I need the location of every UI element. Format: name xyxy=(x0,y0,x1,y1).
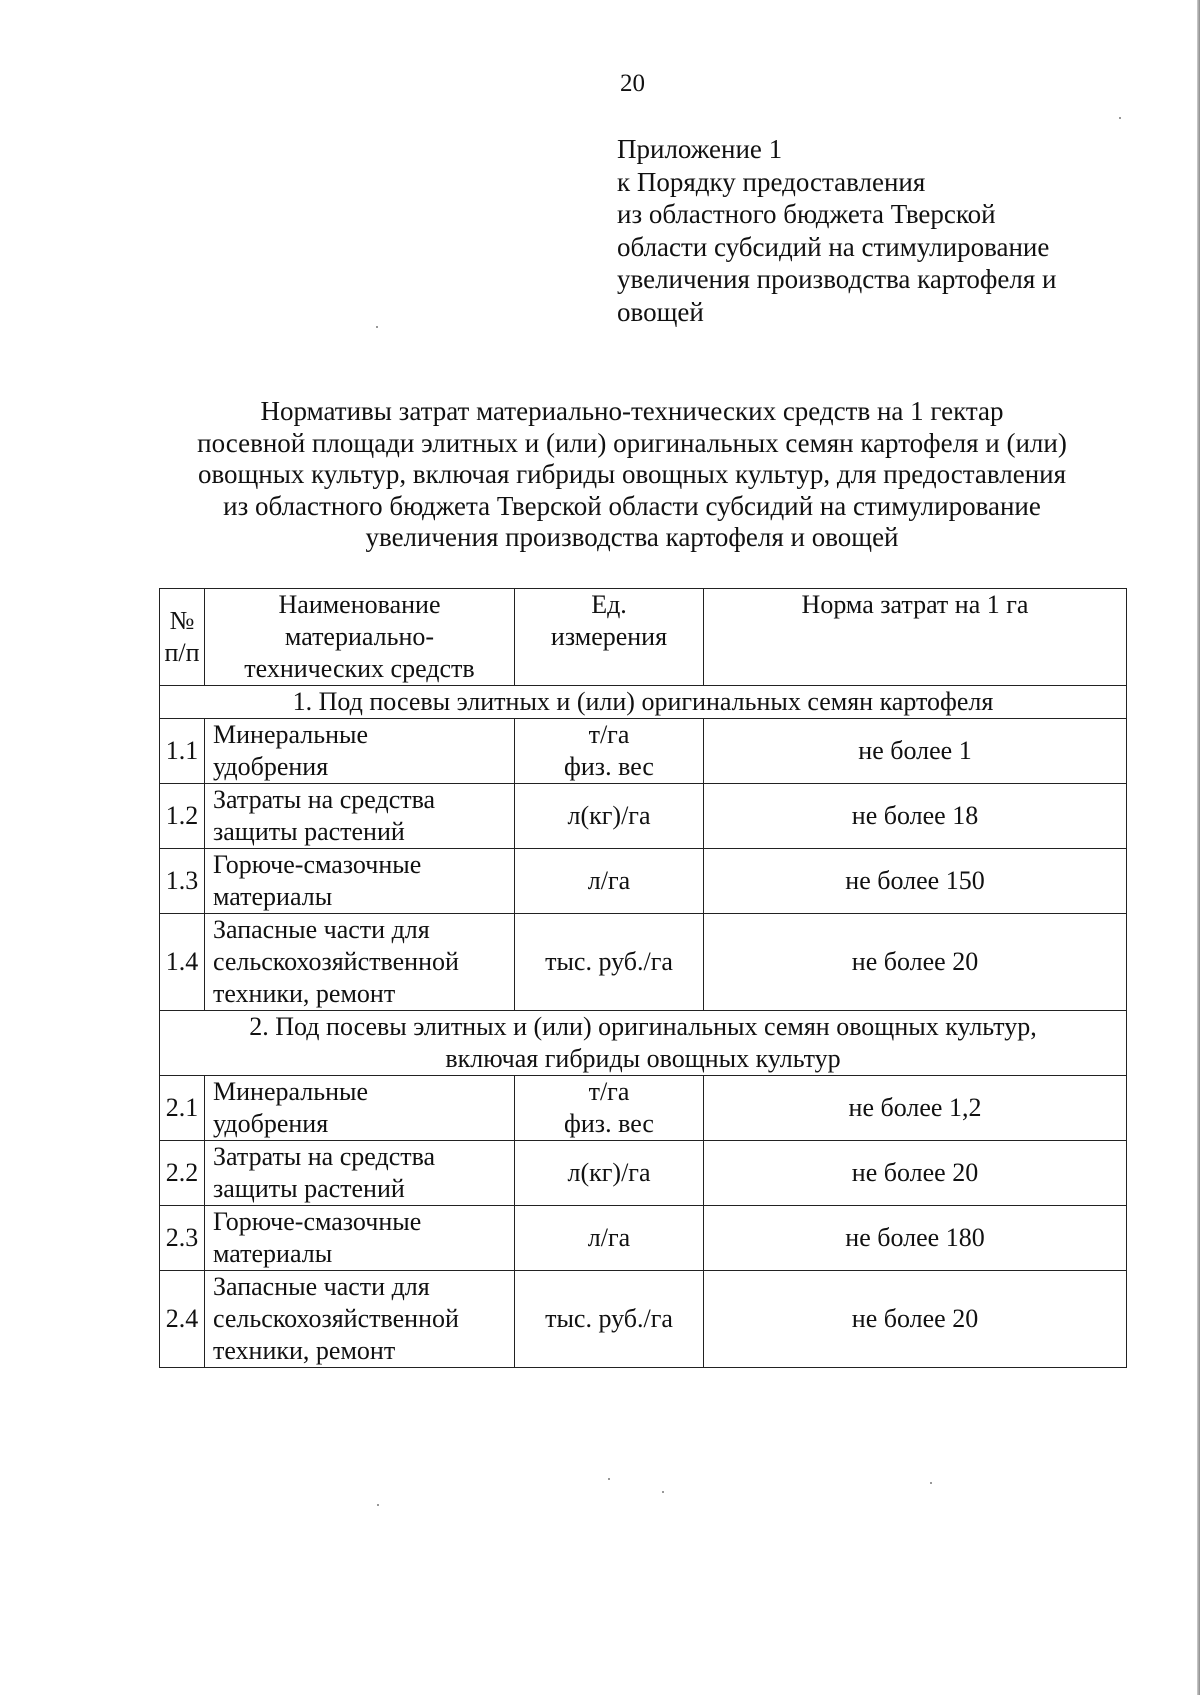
row-name-line: удобрения xyxy=(213,1109,329,1138)
row-name-line: техники, ремонт xyxy=(213,1336,396,1365)
appendix-line: области субсидий на стимулирование xyxy=(617,231,1050,262)
table-header-row xyxy=(160,589,1127,686)
row-name xyxy=(205,1271,515,1368)
row-unit xyxy=(515,784,704,849)
row-num: 1.3 xyxy=(160,849,205,914)
row-name-line: техники, ремонт xyxy=(213,979,396,1008)
row-unit-line: физ. вес xyxy=(564,1109,654,1138)
row-unit xyxy=(515,914,704,1011)
row-num: 2.1 xyxy=(160,1076,205,1141)
page-number: 20 xyxy=(620,70,645,97)
scan-speck xyxy=(608,1478,610,1480)
row-unit-line: физ. вес xyxy=(564,752,654,781)
row-name-line: материалы xyxy=(213,1239,333,1268)
header-name-line: материально- xyxy=(284,622,435,651)
row-num: 2.4 xyxy=(160,1271,205,1368)
row-unit-line: л/га xyxy=(587,1223,631,1252)
appendix-block xyxy=(617,133,1056,328)
header-unit-line: Ед. xyxy=(591,590,627,619)
appendix-line: увеличения производства картофеля и xyxy=(617,264,1057,294)
appendix-line: Приложение 1 xyxy=(617,134,783,164)
row-name xyxy=(205,914,515,1011)
row-num: 1.2 xyxy=(160,784,205,849)
table-row xyxy=(160,849,1127,914)
row-name-line: Запасные части для xyxy=(213,1272,430,1301)
scan-speck xyxy=(1119,117,1121,119)
appendix-line: к Порядку предоставления xyxy=(617,166,926,197)
row-unit xyxy=(515,1271,704,1368)
row-norm: не более 20 xyxy=(704,914,1127,1011)
row-name-line: Минеральные xyxy=(213,720,369,749)
row-name xyxy=(205,719,515,784)
row-num: 2.3 xyxy=(160,1206,205,1271)
table-row xyxy=(160,719,1127,784)
table-row xyxy=(160,914,1127,1011)
scan-speck xyxy=(930,1482,932,1484)
row-name xyxy=(205,1141,515,1206)
row-name-line: Минеральные xyxy=(213,1077,369,1106)
appendix-line: овощей xyxy=(617,296,704,327)
table-row xyxy=(160,1141,1127,1206)
row-name-line: удобрения xyxy=(213,752,329,781)
header-num-line: п/п xyxy=(164,638,200,667)
section-title-line: 1. Под посевы элитных и (или) оригинальных семян картофеля xyxy=(292,687,994,716)
row-unit-line: л/га xyxy=(587,866,631,895)
header-num-line: № xyxy=(169,606,195,635)
row-num: 1.4 xyxy=(160,914,205,1011)
row-num: 1.1 xyxy=(160,719,205,784)
row-norm: не более 150 xyxy=(704,849,1127,914)
row-name-line: сельскохозяйственной xyxy=(213,1304,459,1333)
row-norm: не более 20 xyxy=(704,1141,1127,1206)
title-line: овощных культур, включая гибриды овощных культур, для предоставления xyxy=(197,459,1067,489)
document-title xyxy=(148,396,1116,554)
row-name-line: защиты растений xyxy=(213,1174,405,1203)
row-unit-line: л(кг)/га xyxy=(567,801,651,830)
row-name-line: защиты растений xyxy=(213,817,405,846)
header-name-line: Наименование xyxy=(278,590,441,619)
row-num: 2.2 xyxy=(160,1141,205,1206)
row-unit xyxy=(515,1206,704,1271)
row-unit-line: т/га xyxy=(588,1077,630,1106)
row-name-line: Затраты на средства xyxy=(213,1142,436,1171)
row-norm: не более 180 xyxy=(704,1206,1127,1271)
header-unit-cell xyxy=(515,589,704,686)
section-row xyxy=(160,686,1127,719)
row-name xyxy=(205,849,515,914)
row-unit-line: тыс. руб./га xyxy=(545,947,673,976)
section-title-cell xyxy=(160,1011,1127,1076)
row-name-line: Горюче-смазочные xyxy=(213,850,422,879)
row-unit xyxy=(515,849,704,914)
title-line: посевной площади элитных и (или) оригинальных семян картофеля и (или) xyxy=(197,427,1067,458)
section-title-cell xyxy=(160,686,1127,719)
title-line: Нормативы затрат материально-технических средств на 1 гектар xyxy=(260,396,1004,426)
header-norm-line: Норма затрат на 1 га xyxy=(801,590,1029,619)
table-row xyxy=(160,1206,1127,1271)
title-line: увеличения производства картофеля и овощей xyxy=(365,522,899,552)
table-row xyxy=(160,784,1127,849)
row-name-line: Затраты на средства xyxy=(213,785,436,814)
row-unit xyxy=(515,1076,704,1141)
row-unit xyxy=(515,1141,704,1206)
table-row xyxy=(160,1271,1127,1368)
row-name-line: Горюче-смазочные xyxy=(213,1207,422,1236)
header-name-line: технических средств xyxy=(244,654,475,683)
row-norm: не более 1,2 xyxy=(704,1076,1127,1141)
section-row xyxy=(160,1011,1127,1076)
row-norm: не более 20 xyxy=(704,1271,1127,1368)
row-unit-line: л(кг)/га xyxy=(567,1158,651,1187)
row-unit-line: тыс. руб./га xyxy=(545,1304,673,1333)
header-num-cell xyxy=(160,589,205,686)
appendix-line: из областного бюджета Тверской xyxy=(617,199,996,229)
norms-table xyxy=(159,588,1127,1368)
scan-speck xyxy=(377,1504,379,1506)
row-name-line: Запасные части для xyxy=(213,915,430,944)
row-unit xyxy=(515,719,704,784)
row-name-line: материалы xyxy=(213,882,333,911)
row-norm: не более 1 xyxy=(704,719,1127,784)
section-title-line: включая гибриды овощных культур xyxy=(445,1044,841,1073)
header-norm-cell xyxy=(704,589,1127,686)
row-name-line: сельскохозяйственной xyxy=(213,947,459,976)
scan-speck xyxy=(662,1491,664,1493)
scan-speck xyxy=(376,326,378,328)
header-name-cell xyxy=(205,589,515,686)
section-title-line: 2. Под посевы элитных и (или) оригинальных семян овощных культур, xyxy=(249,1012,1037,1041)
row-name xyxy=(205,784,515,849)
row-norm: не более 18 xyxy=(704,784,1127,849)
table-row xyxy=(160,1076,1127,1141)
row-name xyxy=(205,1206,515,1271)
row-name xyxy=(205,1076,515,1141)
row-unit-line: т/га xyxy=(588,720,630,749)
header-unit-line: измерения xyxy=(550,622,668,651)
title-line: из областного бюджета Тверской области субсидий на стимулирование xyxy=(223,490,1041,521)
